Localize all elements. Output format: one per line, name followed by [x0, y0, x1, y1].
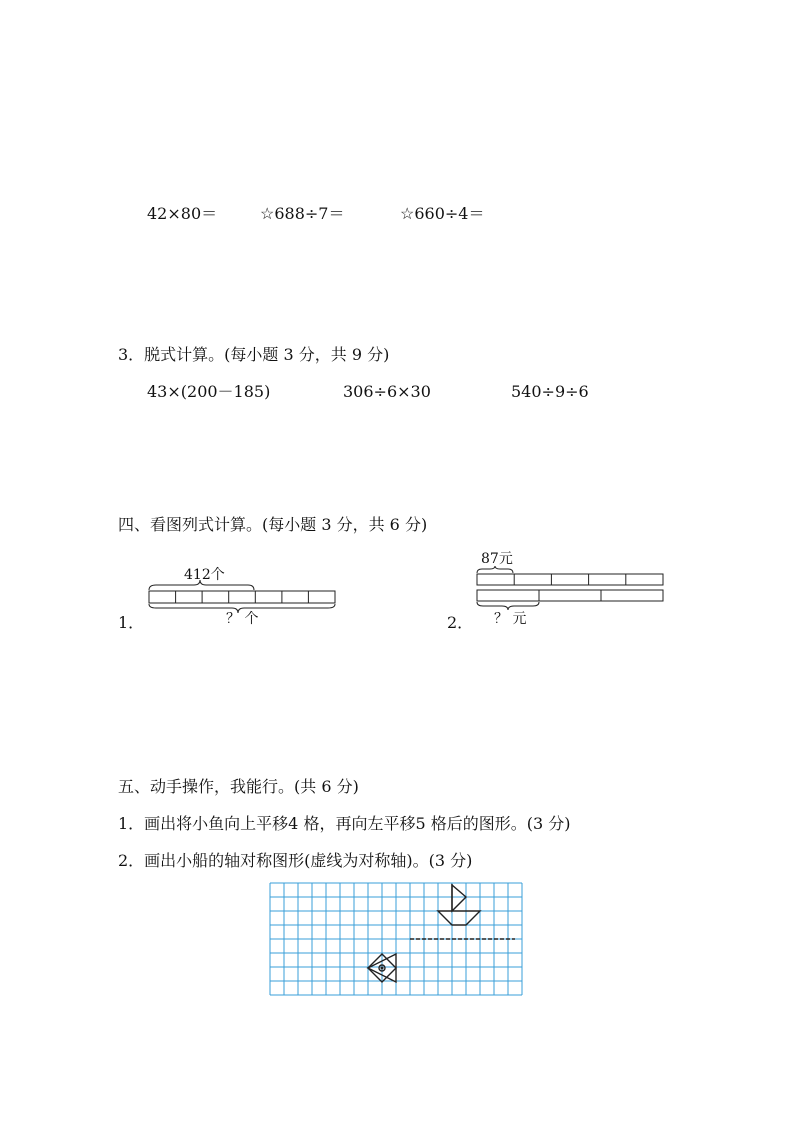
- diagram2-number: 2．: [447, 613, 474, 632]
- problem-43x200-185: 43×(200－185): [147, 382, 271, 401]
- sailboat-figure: [438, 884, 480, 925]
- problem-306div6x30: 306÷6×30: [343, 382, 431, 401]
- problem-688div7: ☆688÷7＝: [260, 204, 345, 223]
- diagram1-top-label: 412个: [184, 567, 225, 583]
- drawing-grid: [270, 883, 522, 999]
- problem-540div9div6: 540÷9÷6: [511, 382, 589, 401]
- problem-42x80: 42×80＝: [147, 204, 218, 223]
- section5-heading: 五、动手操作，我能行。(共 6 分): [118, 777, 359, 796]
- segment-diagram-2: [472, 566, 672, 622]
- segment-diagram-1: [144, 580, 344, 630]
- section3-heading: 3．脱式计算。(每小题 3 分，共 9 分): [118, 345, 390, 364]
- diagram2-top-label: 87元: [481, 551, 513, 567]
- diagram1-number: 1．: [118, 613, 145, 632]
- section5-item1: 1．画出将小鱼向上平移4 格，再向左平移5 格后的图形。(3 分): [118, 814, 571, 833]
- diagram1-bottom-label: ？ 个: [226, 611, 259, 627]
- diagram2-bottom-label: ？ 元: [494, 611, 527, 627]
- section4-heading: 四、看图列式计算。(每小题 3 分，共 6 分): [118, 515, 428, 534]
- section5-item2: 2．画出小船的轴对称图形(虚线为对称轴)。(3 分): [118, 851, 473, 870]
- problem-660div4: ☆660÷4＝: [400, 204, 485, 223]
